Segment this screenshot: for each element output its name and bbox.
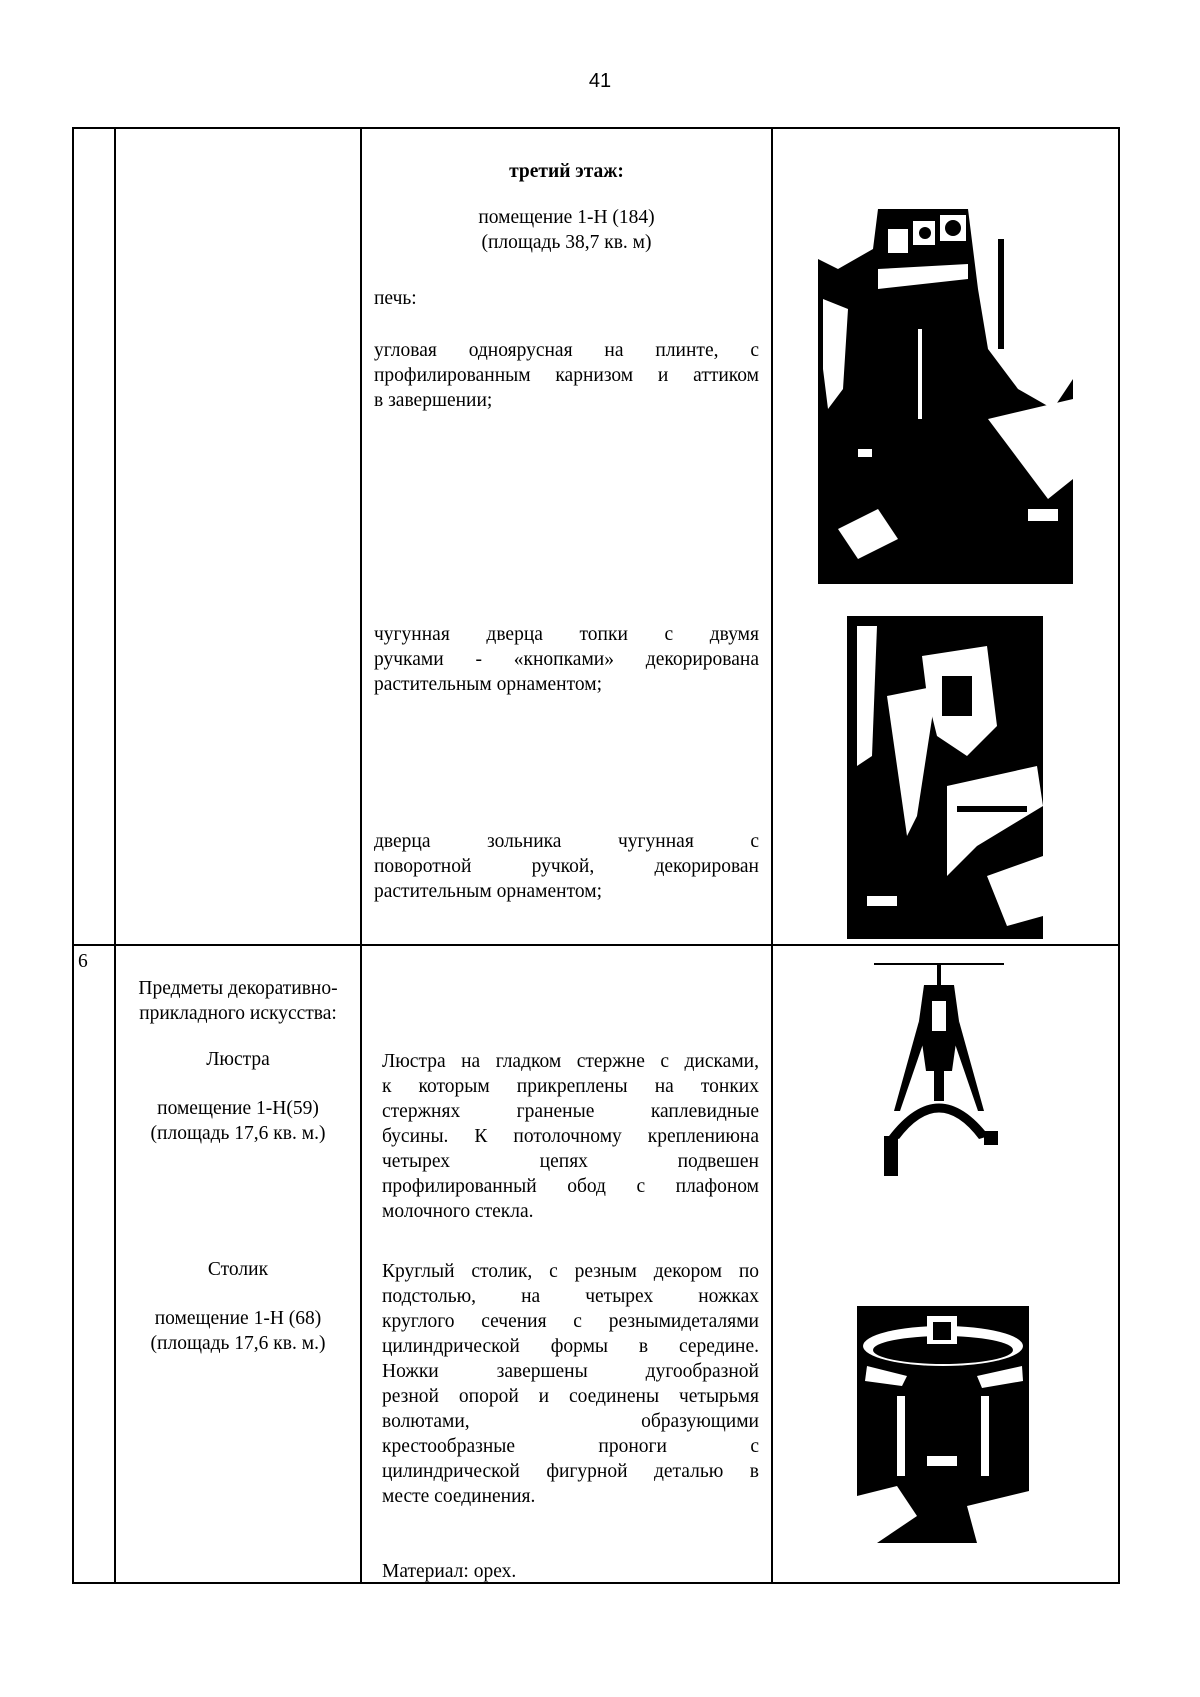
text-line: подстолью, на четырех ножках	[382, 1286, 759, 1307]
firebox-door-description	[374, 622, 759, 697]
stove-description	[374, 338, 759, 413]
text-line: Круглый столик, с резным декором по	[382, 1261, 759, 1282]
row-divider	[74, 944, 1118, 946]
text-line: бусины. К потолочному креплениюна	[382, 1126, 759, 1147]
text-line: Ножки завершены дугообразной	[382, 1361, 759, 1382]
text-line: крестообразные проноги с	[382, 1436, 759, 1457]
chandelier-description	[382, 1049, 759, 1224]
text-line: цилиндрической формы в середине.	[382, 1336, 759, 1357]
column-divider	[114, 129, 116, 1582]
text-line: растительным орнаментом;	[374, 674, 602, 695]
firebox-door-photo	[847, 616, 1043, 939]
text-line: растительным орнаментом;	[374, 881, 602, 902]
room-number: помещение 1-Н (184)	[478, 207, 655, 228]
column-divider	[360, 129, 362, 1582]
text-line: угловая одноярусная на плинте, с	[374, 340, 759, 361]
chandelier-room: помещение 1-Н(59)	[157, 1098, 319, 1119]
text-line: резной опорой и соединены четырьмя	[382, 1386, 759, 1407]
floor-heading: третий этаж:	[509, 161, 624, 182]
text-line: профилированным карнизом и аттиком	[374, 365, 759, 386]
text-line: дверца зольника чугунная с	[374, 831, 759, 852]
text-line: профилированный обод с плафоном	[382, 1176, 759, 1197]
text-line: четырех цепях подвешен	[382, 1151, 759, 1172]
table-photo	[857, 1306, 1029, 1543]
category-line-2: прикладного искусства:	[139, 1003, 337, 1024]
ash-door-description	[374, 829, 759, 904]
row-number: 6	[78, 951, 88, 972]
text-line: к которым прикреплены на тонких	[382, 1076, 759, 1097]
text-line: цилиндрической фигурной деталью в	[382, 1461, 759, 1482]
text-line: ручками - «кнопками» декорирована	[374, 649, 759, 670]
chandelier-title: Люстра	[206, 1049, 270, 1070]
chandelier-area: (площадь 17,6 кв. м.)	[150, 1123, 326, 1144]
stove-photo	[818, 209, 1073, 584]
inventory-table	[72, 127, 1120, 1584]
text-line: месте соединения.	[382, 1486, 536, 1507]
table-material: Материал: орех.	[382, 1561, 517, 1582]
text-line: волютами, образующими	[382, 1411, 759, 1432]
table-title: Столик	[207, 1259, 269, 1280]
table-description	[382, 1259, 759, 1509]
text-line: Люстра на гладком стержне с дисками,	[382, 1051, 759, 1072]
page-number: 41	[588, 70, 612, 92]
table-room: помещение 1-Н (68)	[154, 1308, 322, 1329]
table-area: (площадь 17,6 кв. м.)	[150, 1333, 326, 1354]
stove-label: печь:	[374, 288, 417, 309]
chandelier-photo	[874, 961, 1004, 1179]
column-divider	[771, 129, 773, 1582]
text-line: в завершении;	[374, 390, 493, 411]
room-area: (площадь 38,7 кв. м)	[481, 232, 652, 253]
text-line: стержнях граненые каплевидные	[382, 1101, 759, 1122]
text-line: чугунная дверца топки с двумя	[374, 624, 759, 645]
category-line-1: Предметы декоративно-	[138, 978, 338, 999]
text-line: круглого сечения с резнымидеталями	[382, 1311, 759, 1332]
text-line: поворотной ручкой, декорирован	[374, 856, 759, 877]
text-line: молочного стекла.	[382, 1201, 534, 1222]
